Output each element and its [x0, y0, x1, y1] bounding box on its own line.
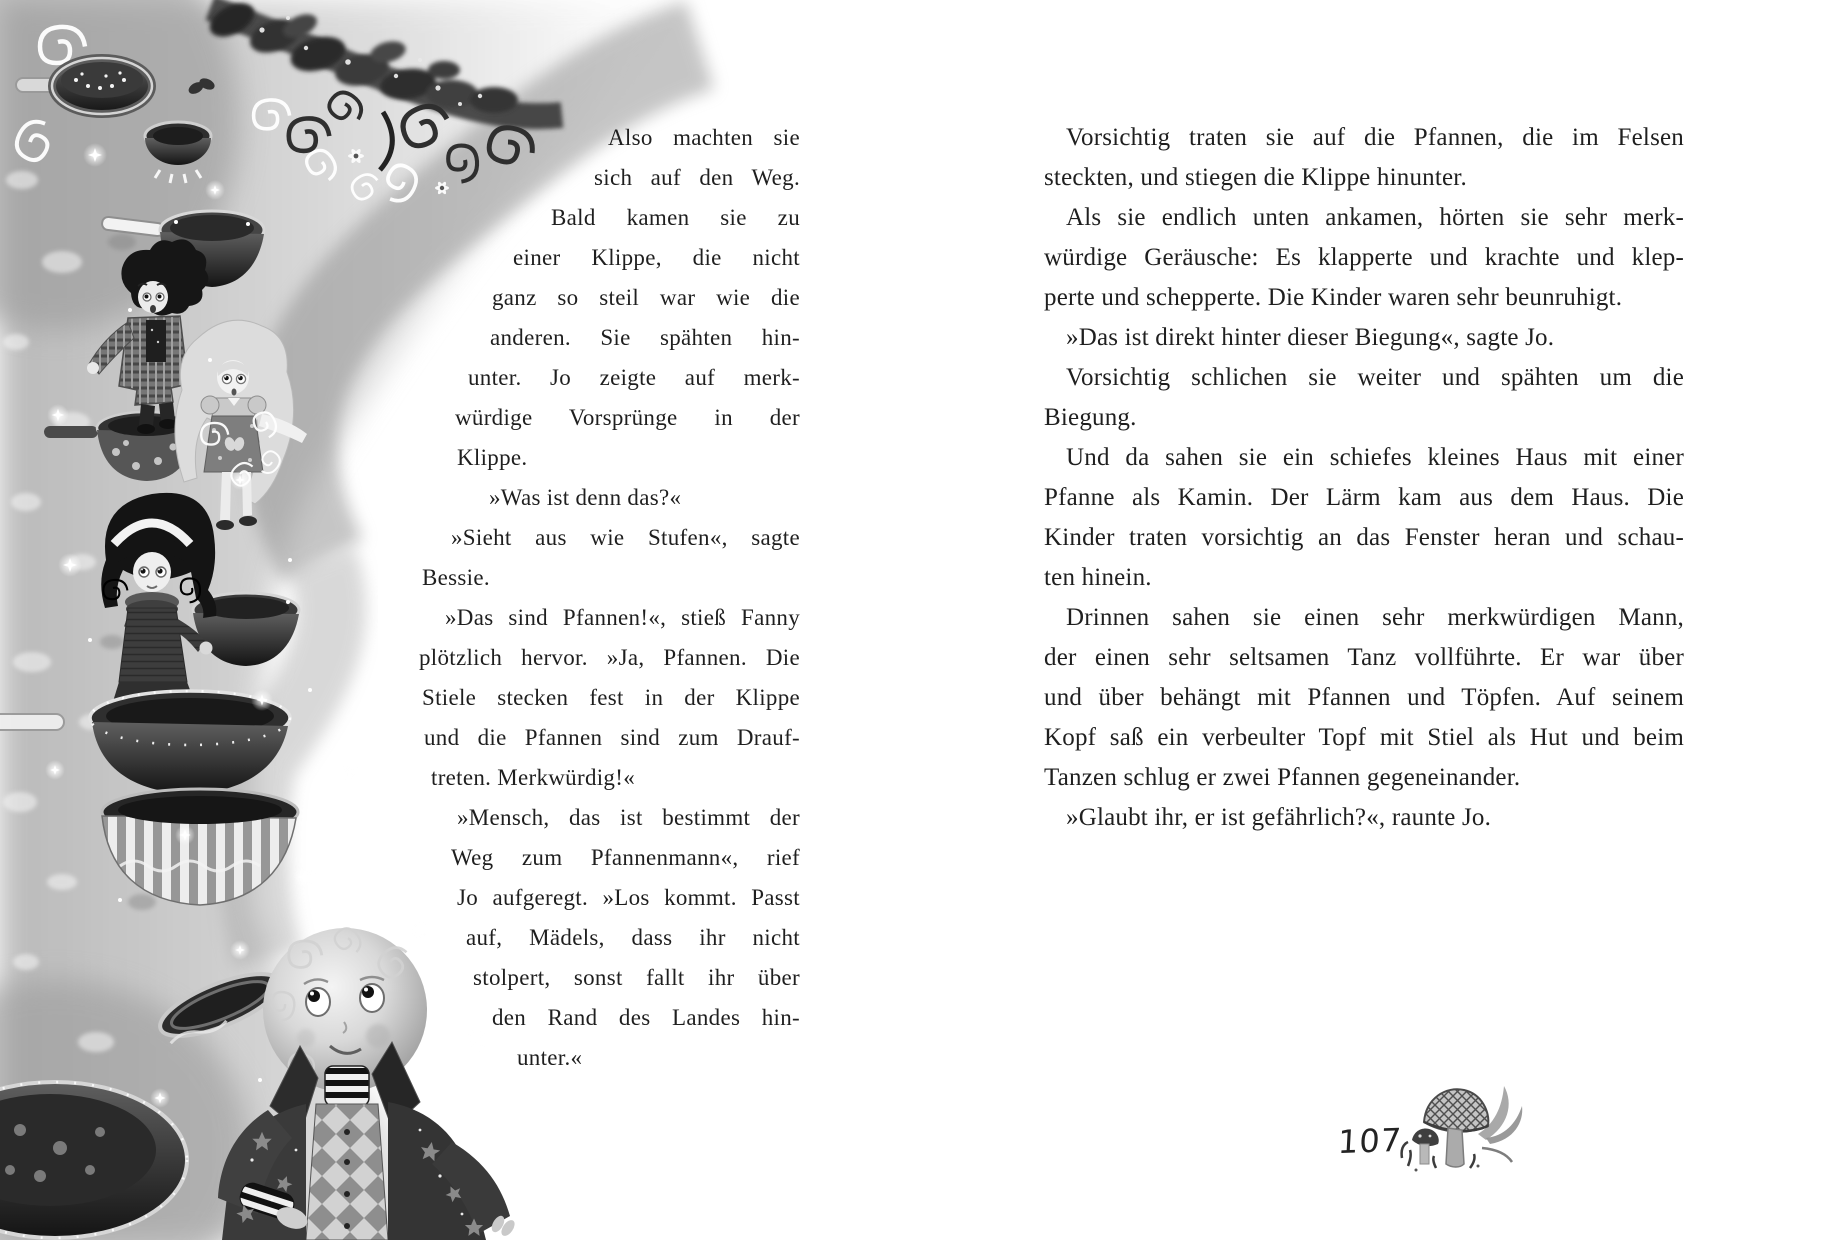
- text-line: Kopf saß ein verbeulter Topf mit Stiel als Hut und beim: [1044, 724, 1684, 751]
- text-line: »Glaubt ihr, er ist gefährlich?«, raunte Jo.: [1066, 804, 1492, 831]
- text-line: Vorsichtig traten sie auf die Pfannen, die im Felsen: [1066, 124, 1684, 151]
- text-line: »Das ist direkt hinter dieser Biegung«, sagte Jo.: [1066, 324, 1555, 351]
- text-line: Vorsichtig schlichen sie weiter und spähten um die: [1066, 364, 1684, 391]
- text-line: Tanzen schlug er zwei Pfannen gegeneinander.: [1044, 764, 1521, 791]
- text-line: und die Pfannen sind zum Drauf-: [424, 725, 800, 750]
- page-number: 107: [1336, 1120, 1404, 1162]
- text-line: perte und schepperte. Die Kinder waren sehr beunruhigt.: [1044, 284, 1623, 311]
- text-line: der einen sehr seltsamen Tanz vollführte. Er war über: [1044, 644, 1684, 671]
- text-line: Kinder traten vorsichtig an das Fenster heran und schau-: [1044, 524, 1684, 551]
- text-line: sich auf den Weg.: [594, 165, 800, 190]
- right-page-text: [1044, 118, 1684, 838]
- left-page-text: [418, 118, 800, 1078]
- text-line: Biegung.: [1044, 404, 1137, 431]
- text-line: würdige Vorsprünge in der: [455, 405, 800, 430]
- text-line: stolpert, sonst fallt ihr über: [473, 965, 800, 990]
- text-line: ten hinein.: [1044, 564, 1152, 591]
- text-line: Stiele stecken fest in der Klippe: [422, 685, 800, 710]
- text-line: den Rand des Landes hin-: [492, 1005, 800, 1030]
- text-line: unter.«: [517, 1045, 583, 1070]
- text-line: auf, Mädels, dass ihr nicht: [466, 925, 800, 950]
- text-line: Weg zum Pfannenmann«, rief: [451, 845, 800, 870]
- text-line: Als sie endlich unten ankamen, hörten sie sehr merk-: [1066, 204, 1684, 231]
- text-line: anderen. Sie spähten hin-: [490, 325, 800, 350]
- text-line: steckten, und stiegen die Klippe hinunter.: [1044, 164, 1467, 191]
- text-line: plötzlich hervor. »Ja, Pfannen. Die: [419, 645, 800, 670]
- text-line: Also machten sie: [608, 125, 800, 150]
- text-line: »Sieht aus wie Stufen«, sagte: [451, 525, 800, 550]
- text-line: würdige Geräusche: Es klapperte und krachte und klep-: [1044, 244, 1684, 271]
- text-line: Klippe.: [457, 445, 528, 470]
- text-line: Und da sahen sie ein schiefes kleines Haus mit einer: [1066, 444, 1684, 471]
- text-line: einer Klippe, die nicht: [513, 245, 800, 270]
- text-line: unter. Jo zeigte auf merk-: [468, 365, 800, 390]
- text-line: Bessie.: [422, 565, 490, 590]
- text-line: und über behängt mit Pfannen und Töpfen. Auf seinem: [1044, 684, 1684, 711]
- text-line: »Mensch, das ist bestimmt der: [457, 805, 800, 830]
- text-line: »Das sind Pfannen!«, stieß Fanny: [445, 605, 800, 630]
- text-line: Drinnen sahen sie einen sehr merkwürdigen Mann,: [1066, 604, 1684, 631]
- page-footer: [1328, 1078, 1548, 1198]
- mushroom-icon: [1390, 1078, 1530, 1178]
- text-line: Jo aufgeregt. »Los kommt. Passt: [457, 885, 800, 910]
- text-line: »Was ist denn das?«: [489, 485, 682, 510]
- text-line: Bald kamen sie zu: [551, 205, 800, 230]
- text-line: ganz so steil war wie die: [492, 285, 800, 310]
- text-line: Pfanne als Kamin. Der Lärm kam aus dem Haus. Die: [1044, 484, 1684, 511]
- text-line: treten. Merkwürdig!«: [431, 765, 635, 790]
